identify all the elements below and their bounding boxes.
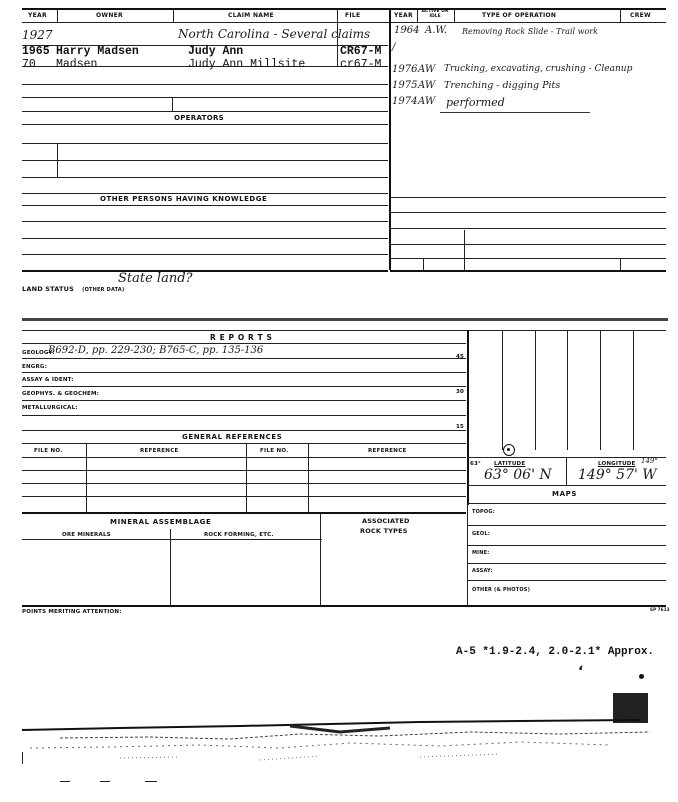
geophys-label: GEOPHYS. & GEOCHEM: <box>22 391 100 397</box>
row3-claim: Judy Ann Millsite <box>188 58 306 71</box>
op3-year: 1975 <box>392 80 418 91</box>
ref-header-file-no-2: FILE NO. <box>260 448 289 454</box>
other-persons-label: OTHER PERSONS HAVING KNOWLEDGE <box>100 195 268 203</box>
op1-active: A.W. <box>425 25 448 36</box>
op1-type: Removing Rock Slide - Trail work <box>462 27 598 36</box>
header-year: YEAR <box>28 12 47 19</box>
op1-year: 1964 <box>394 25 420 36</box>
land-status <box>22 276 124 295</box>
rock-types-header: ROCK TYPES <box>360 527 408 535</box>
ref-header-reference-2: REFERENCE <box>368 448 407 454</box>
points-meriting-attention: POINTS MERITING ATTENTION: <box>22 609 122 615</box>
longitude-extra: 149° <box>641 457 658 465</box>
row2-year: 1965 <box>22 45 50 58</box>
reports-title: R E P O R T S <box>210 333 273 342</box>
latitude-label: LATITUDE <box>494 461 526 467</box>
form-number: SP 7613 <box>650 607 670 612</box>
metallurgical-label: METALLURGICAL: <box>22 405 78 411</box>
op4-active: AW <box>418 96 436 107</box>
op2-active: AW <box>418 64 436 75</box>
lat-prefix: 63° <box>470 461 482 467</box>
op2-year: 1976 <box>392 64 418 75</box>
scan-noise-band <box>0 712 678 772</box>
op4-year: 1974 <box>392 96 418 107</box>
header-crew: CREW <box>630 12 651 19</box>
header-claim-name: CLAIM NAME <box>228 12 274 19</box>
longitude-value: 149° 57' W <box>578 467 657 483</box>
scan-corner-mark <box>22 752 23 764</box>
operators-label: OPERATORS <box>174 114 224 122</box>
scan-bottom-dash-3 <box>145 781 157 782</box>
geology-label: GEOLOGY: <box>22 350 55 356</box>
row3-year: 70 <box>22 58 36 71</box>
maps-other: OTHER (& PHOTOS) <box>472 587 531 593</box>
row3-file: cr67-M <box>340 58 382 71</box>
row2-owner: Harry Madsen <box>56 45 139 58</box>
general-references-title: GENERAL REFERENCES <box>182 433 283 441</box>
side-number-15: 15 <box>456 424 465 430</box>
row1-year: 1927 <box>22 28 53 42</box>
latitude-value: 63° 06' N <box>484 467 552 483</box>
rock-forming-header: ROCK FORMING, ETC. <box>204 532 274 538</box>
ref-header-reference-1: REFERENCE <box>140 448 179 454</box>
location-circle-dot <box>507 448 510 451</box>
side-number-45: 45 <box>456 354 465 360</box>
op2-type: Trucking, excavating, crushing - Cleanup <box>444 64 633 74</box>
row1-claim: North Carolina - Several claims <box>178 27 371 41</box>
land-status-label: LAND STATUS <box>22 285 75 293</box>
land-status-value: State land? <box>118 271 193 286</box>
approx-note: A-5 *1.9-2.4, 2.0-2.1* Approx. <box>456 646 655 658</box>
ref-header-file-no-1: FILE NO. <box>34 448 63 454</box>
scan-dot <box>639 674 644 679</box>
header-active-idle: ACTIVE OR IDLE <box>421 9 449 19</box>
maps-label: MAPS <box>552 490 577 498</box>
row2-file: CR67-M <box>340 45 382 58</box>
row2-claim: Judy Ann <box>188 45 244 58</box>
associated-header: ASSOCIATED <box>362 517 410 525</box>
maps-mine: MINE: <box>472 550 490 556</box>
op1-dash: / <box>392 42 396 53</box>
engrg-label: ENGRG: <box>22 364 48 370</box>
header-year2: YEAR <box>394 12 413 19</box>
geology-value: B692-D, pp. 229-230; B765-C, pp. 135-136 <box>48 345 264 356</box>
op3-active: AW <box>418 80 436 91</box>
assay-label: ASSAY & IDENT: <box>22 377 74 383</box>
ore-minerals-header: ORE MINERALS <box>62 532 111 538</box>
header-type-of-operation: TYPE OF OPERATION <box>482 12 557 19</box>
side-number-30: 30 <box>456 389 465 395</box>
row3-owner: Madsen <box>56 58 98 71</box>
maps-geol: GEOL: <box>472 531 490 537</box>
header-owner: OWNER <box>96 12 123 19</box>
maps-assay: ASSAY: <box>472 568 493 574</box>
mineral-assemblage-title: MINERAL ASSEMBLAGE <box>110 518 212 526</box>
scan-mark: ʻ <box>578 664 584 680</box>
maps-topog: TOPOG: <box>472 509 495 515</box>
longitude-label: LONGITUDE <box>598 461 636 467</box>
land-status-sub: (OTHER DATA) <box>82 287 125 293</box>
scan-bottom-dash-1 <box>60 781 70 782</box>
header-file: FILE <box>345 12 361 19</box>
op3-type: Trenching - digging Pits <box>444 80 561 91</box>
scan-bottom-dash-2 <box>100 781 110 782</box>
op4-type: performed <box>446 96 505 109</box>
